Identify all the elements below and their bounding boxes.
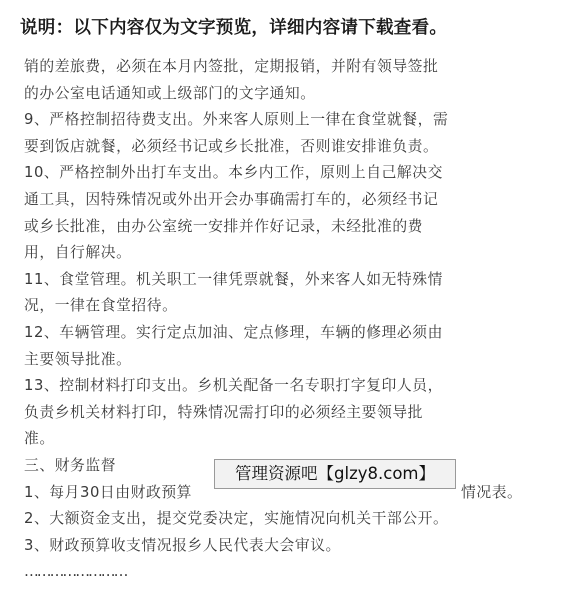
paragraph-line: 3、财政预算收支情况报乡人民代表大会审议。: [24, 536, 341, 554]
ellipsis-line: ……………………: [24, 563, 127, 581]
paragraph-line: 要到饭店就餐，必须经书记或乡长批准，否则谁安排谁负责。: [24, 137, 439, 155]
paragraph-line: 用，自行解决。: [24, 244, 132, 262]
paragraph-line: 10、严格控制外出打车支出。本乡内工作，原则上自己解决交: [24, 164, 443, 182]
paragraph-line: 通工具，因特殊情况或外出开会办事确需打车的，必须经书记: [24, 190, 439, 208]
document-body: [24, 54, 564, 586]
preview-notice: 说明：以下内容仅为文字预览，详细内容请下载查看。: [20, 18, 448, 38]
paragraph-line: 或乡长批准，由办公室统一安排并作好记录，未经批准的费: [24, 217, 424, 235]
paragraph-line: 11、食堂管理。机关职工一律凭票就餐，外来客人如无特殊情: [24, 270, 443, 288]
paragraph-line: 13、控制材料打印支出。乡机关配备一名专职打字复印人员，: [24, 377, 443, 395]
watermark-stamp: 管理资源吧【glzy8.com】: [214, 459, 456, 489]
paragraph-line: 况，一律在食堂招待。: [24, 297, 178, 315]
paragraph-line: 主要领导批准。: [24, 350, 132, 368]
paragraph-line-end: 情况表。: [461, 483, 523, 501]
paragraph-line: 9、严格控制招待费支出。外来客人原则上一律在食堂就餐，需: [24, 111, 449, 129]
paragraph-line: 的办公室电话通知或上级部门的文字通知。: [24, 84, 316, 102]
paragraph-line: 负责乡机关材料打印，特殊情况需打印的必须经主要领导批: [24, 403, 424, 421]
paragraph-line-start: 1、每月30日由财政预算: [24, 483, 193, 501]
section-heading: 三、财务监督: [24, 456, 117, 474]
paragraph-line: 准。: [24, 430, 55, 448]
paragraph-line: 2、大额资金支出，提交党委决定，实施情况向机关干部公开。: [24, 510, 449, 528]
paragraph-line: 销的差旅费，必须在本月内签批，定期报销，并附有领导签批: [24, 58, 439, 75]
paragraph-line: 12、车辆管理。实行定点加油、定点修理，车辆的修理必须由: [24, 323, 443, 341]
